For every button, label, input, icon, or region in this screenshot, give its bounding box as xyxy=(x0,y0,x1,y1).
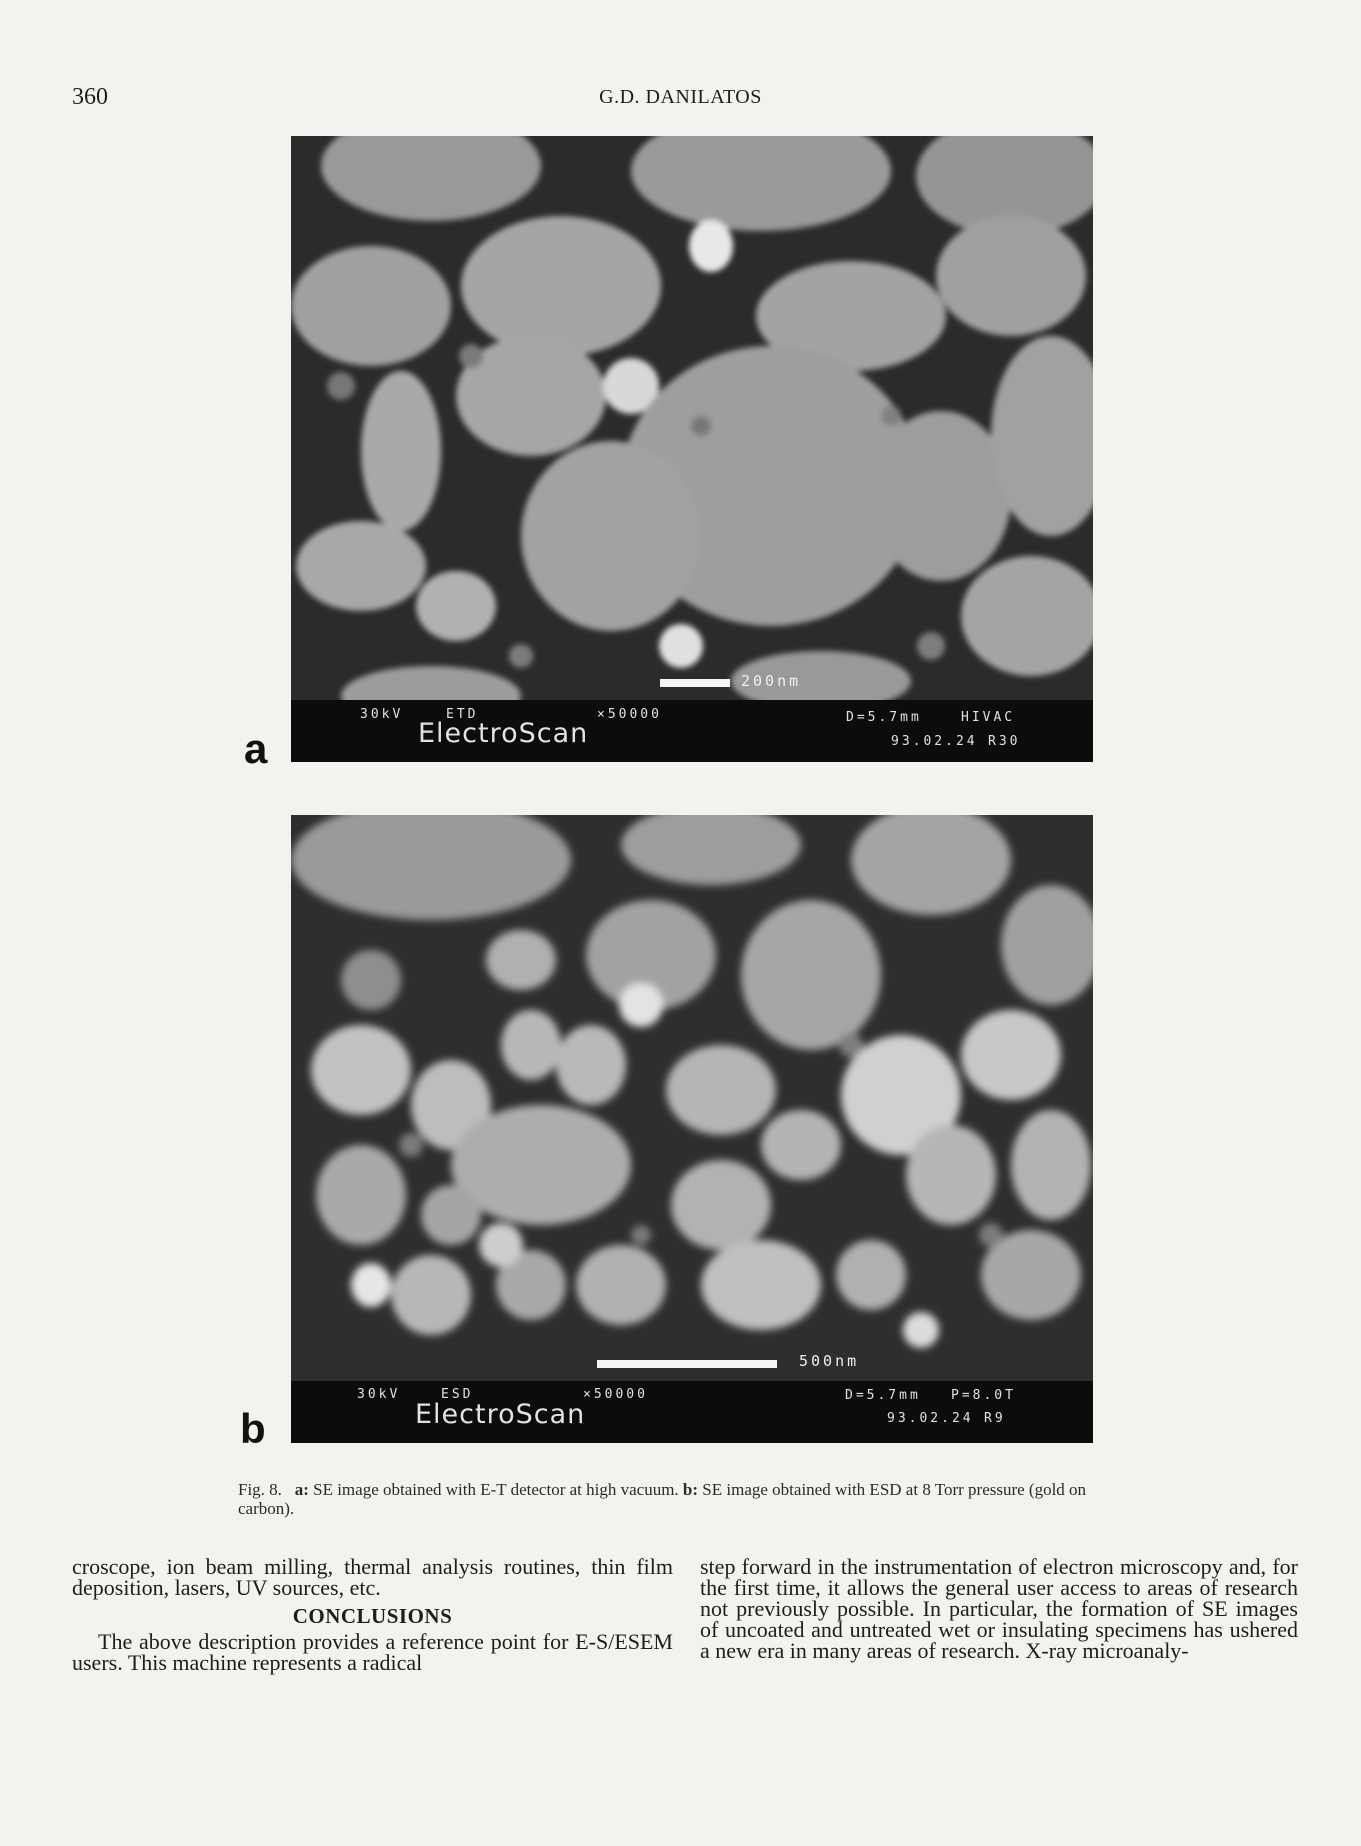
databar-vacuum-b: P=8.0T xyxy=(951,1388,1016,1403)
page-number: 360 xyxy=(72,84,108,110)
body-paragraph: croscope, ion beam milling, thermal analysis routines, thin film deposition, lasers, UV sources, etc. xyxy=(72,1554,673,1600)
figure-caption xyxy=(238,1480,1138,1518)
caption-a-text: SE image obtained with E-T detector at high vacuum. xyxy=(313,1480,679,1499)
caption-fig-label: Fig. 8. xyxy=(238,1480,282,1499)
databar-vacuum-a: HIVAC xyxy=(961,710,1016,725)
body-paragraph: step forward in the instrumentation of electron microscopy and, for the first time, it allows the general user access to areas of research not previously possible. In particular, the formation of SE images of uncoated and untreated wet or insulating specimens has ushered a new era in many areas of research. X-ray microanaly- xyxy=(700,1554,1298,1663)
databar-b xyxy=(291,1381,1093,1443)
databar-brand-a: ElectroScan xyxy=(418,718,589,749)
body-column-right xyxy=(700,1556,1298,1661)
databar-kv-b: 30kV xyxy=(357,1387,401,1402)
panel-letter-a: a xyxy=(244,725,268,772)
sem-micrograph-a xyxy=(291,136,1093,762)
databar-detector-a: ETD xyxy=(446,707,479,722)
databar-detector-b: ESD xyxy=(441,1387,474,1402)
databar-date-b: 93.02.24 xyxy=(887,1411,974,1426)
databar-run-a: R30 xyxy=(988,734,1021,749)
databar-run-b: R9 xyxy=(984,1411,1006,1426)
databar-kv-a: 30kV xyxy=(360,707,404,722)
body-paragraph: The above description provides a reference point for E-S/ESEM users. This machine represents a radical xyxy=(72,1629,673,1675)
caption-b-label: b: xyxy=(682,1480,699,1499)
caption-a-label: a: xyxy=(294,1480,309,1499)
databar-working-distance-b: D=5.7mm xyxy=(845,1388,921,1403)
scale-bar-label-a: 200nm xyxy=(741,672,802,690)
caption-b-text: SE image obtained with ESD at 8 Torr pressure (gold on carbon). xyxy=(238,1480,1087,1518)
gold-island-texture-a xyxy=(291,136,1093,700)
databar-a xyxy=(291,700,1093,762)
databar-date-a: 93.02.24 xyxy=(891,734,978,749)
sem-micrograph-b xyxy=(291,815,1093,1443)
scale-bar-b xyxy=(597,1360,777,1368)
panel-letter-b: b xyxy=(240,1405,266,1452)
databar-working-distance-a: D=5.7mm xyxy=(846,710,922,725)
running-head: G.D. DANILATOS xyxy=(599,86,762,108)
databar-brand-b: ElectroScan xyxy=(415,1399,586,1430)
databar-magnification-a: ×50000 xyxy=(597,707,662,722)
scale-bar-label-b: 500nm xyxy=(799,1352,860,1370)
body-column-left xyxy=(72,1556,673,1673)
databar-magnification-b: ×50000 xyxy=(583,1387,648,1402)
section-heading-conclusions: CONCLUSIONS xyxy=(292,1604,453,1628)
gold-island-texture-b xyxy=(291,815,1093,1381)
scale-bar-a xyxy=(660,679,730,687)
